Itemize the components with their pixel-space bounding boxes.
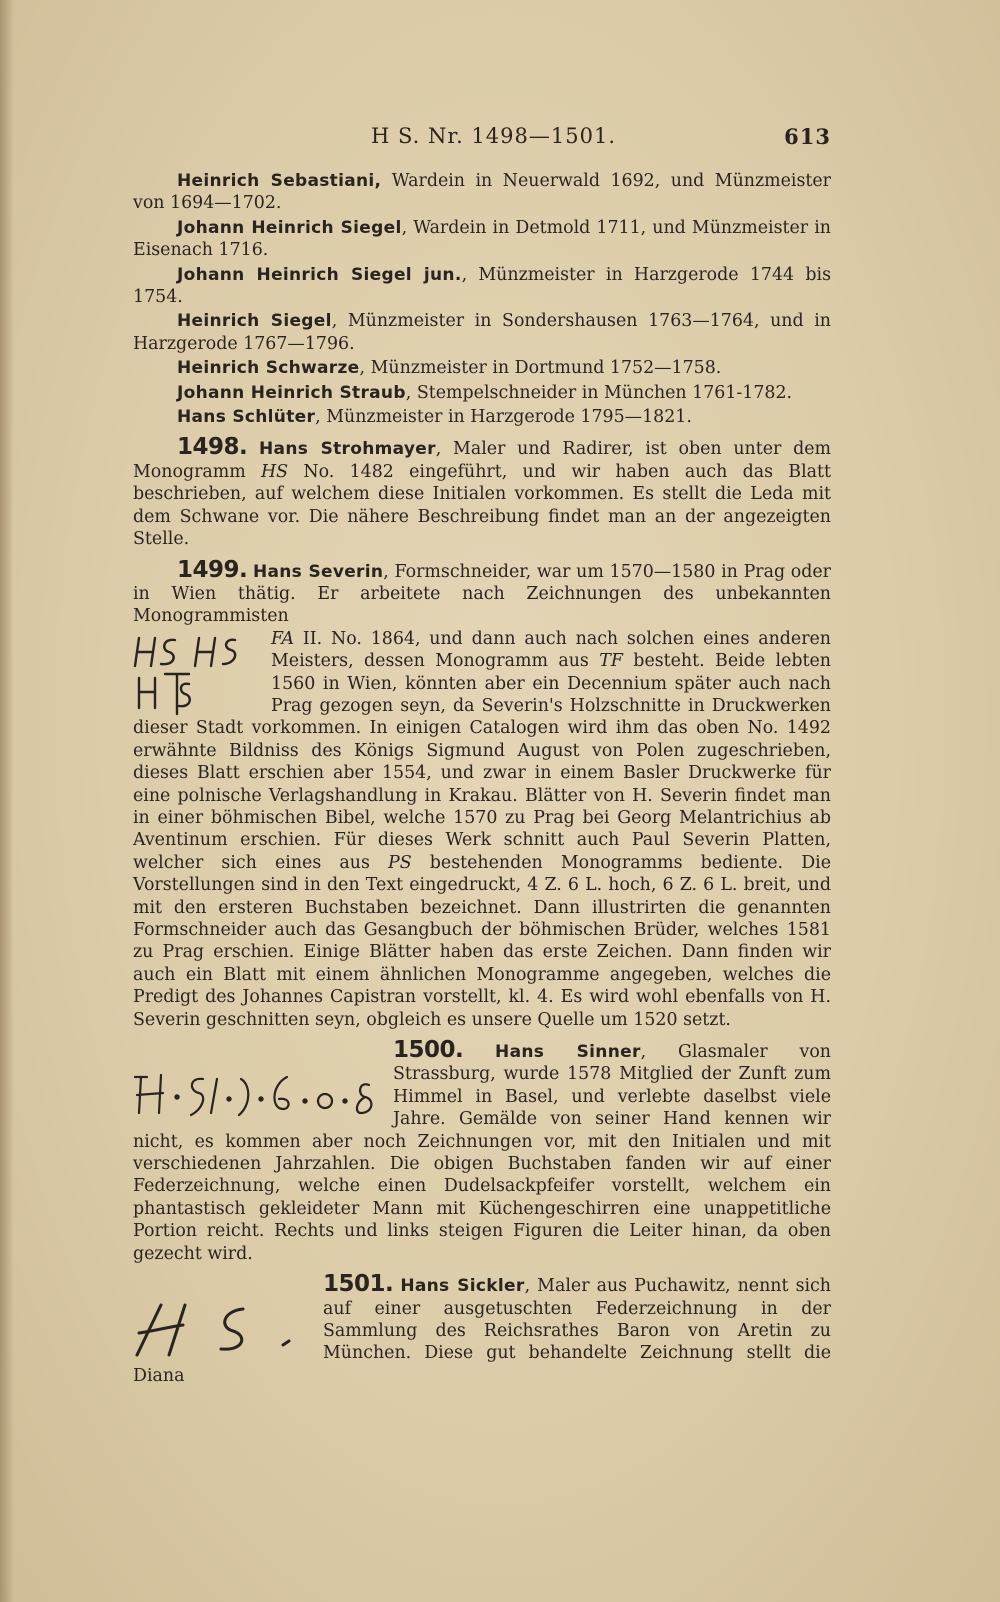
person-name: Hans Schlüter (177, 407, 316, 428)
entry-number: 1501. (323, 1271, 394, 1298)
list-item (133, 310, 831, 355)
page-header (133, 124, 831, 154)
running-head: H S. Nr. 1498—1501. (371, 124, 616, 148)
entry-text: Wardein in Neuerwald 1692, und Münzmeister von 1694—1702. (133, 171, 831, 214)
entry-text: , Münzmeister in Sondershausen 1763—1764, und in Harzgerode 1767—1796. (133, 311, 831, 354)
list-item (133, 357, 831, 379)
entry-text: , Münzmeister in Harzgerode 1795—1821. (315, 407, 692, 428)
entry-number: 1499. (177, 556, 248, 583)
entry-text: , Wardein in Detmold 1711, und Münzmeister in Eisenach 1716. (133, 217, 831, 261)
person-name: Johann Heinrich Siegel (177, 217, 402, 238)
person-name: Heinrich Sebastiani, (177, 171, 382, 191)
monogram-reference: TF (599, 651, 623, 672)
list-item (133, 264, 831, 309)
page-body (133, 170, 831, 1387)
person-name: Hans Sickler (400, 1276, 525, 1297)
list-item (133, 217, 831, 262)
monogram-reference: HS (261, 461, 289, 482)
entry-text: , Münzmeister in Harzgerode 1744 bis 1754. (133, 264, 831, 308)
entry-text: No. 1482 eingeführt, und wir haben auch das Blatt beschrieben, auf welchem diese Initialen vorkommen. Es stellt die Leda mit dem Schwane vor. Die nähere Beschreibung findet man an der angezeigten Stelle. (133, 461, 831, 550)
list-item (133, 382, 831, 404)
page-number: 613 (784, 124, 831, 149)
monogram-hs-severin-icon (133, 632, 261, 716)
person-name: Heinrich Schwarze (177, 358, 360, 379)
entry-text: , Maler und Radirer, ist oben unter dem Monogramm (133, 439, 831, 482)
list-item (133, 170, 831, 215)
entry-text: , Stempelschneider in München 1761-1782. (405, 382, 793, 403)
entry-number: 1500. (393, 1037, 464, 1064)
person-name: Heinrich Siegel (177, 311, 332, 332)
entry-text: , Maler aus Puchawitz, nennt sich auf einer ausgetuschten Federzeichnung in der Sammlung des Reichsrathes Baron von Aretin zu München. Diese gut behandelte Zeichnung stellt die Diana (133, 1276, 831, 1386)
entry-1500 (133, 1039, 831, 1265)
monogram-reference: FA (271, 628, 295, 649)
entry-number: 1498. (177, 434, 248, 461)
entry-text: , Glasmaler von Strassburg, wurde 1578 Mitglied der Zunft zum Himmel in Basel, und verlebte daselbst viele Jahre. Gemälde von seiner Hand kennen wir nicht, es kommen aber noch Zeichnungen vor, mit den Initialen und mit verschiedenen Jahrzahlen. Die obigen Buchstaben fanden wir auf einer Federzeichnung, welche einen Dudelsackpfeifer vorstellt, welchem ein phantastisch gekleideter Mann mit Küchengeschirren eine unappetitliche Portion reicht. Rechts und links steigen Figuren die Leiter hinan, da oben gezecht wird. (133, 1042, 831, 1264)
person-name: Johann Heinrich Siegel jun. (177, 264, 462, 285)
monogram-hs-1568-icon (133, 1065, 383, 1123)
entry-1501 (133, 1273, 831, 1387)
entry-text: , Formschneider, war um 1570—1580 in Prag oder in Wien thätig. Er arbeitete nach Zeichnungen des unbekannten Monogrammisten (133, 561, 831, 627)
entry-text: II. No. 1864, und dann auch nach solchen eines anderen Meisters, dessen Monogramm aus (271, 628, 831, 672)
entry-1498 (133, 436, 831, 550)
monogram-hs-sickler-icon (133, 1297, 313, 1363)
person-name: Hans Severin (252, 561, 384, 582)
monogram-reference: PS (388, 852, 412, 873)
entry-1499 (133, 556, 831, 1032)
person-name: Hans Strohmayer (259, 439, 436, 460)
entry-text: besteht. Beide lebten 1560 in Wien, könnten aber ein Decennium später auch nach Prag gezogen seyn, da Severin's Holzschnitte in Druckwerken dieser Stadt vorkommen. In einigen Catalogen wird ihm das oben No. 1492 erwähnte Bildniss des Königs Sigmund August von Polen zugeschrieben, dieses Blatt erschien aber 1554, und zwar in einem Basler Druckwerke für eine polnische Verlagshandlung in Krakau. Blätter von H. Severin findet man in einer böhmischen Bibel, welche 1570 zu Prag bei Georg Melantrichius ab Aventinum erschien. Für dieses Werk schnitt auch Paul Severin Platten, welcher sich eines aus (133, 651, 831, 873)
person-name: Hans Sinner (495, 1042, 641, 1063)
entry-text: bestehenden Monogramms bediente. Die Vorstellungen sind in den Text eingedruckt, 4 Z. 6 L. hoch, 6 Z. 6 L. breit, und mit den ersteren Buchstaben bezeichnet. Dann illustrirten die genannten Formschneider auch das Gesangbuch der böhmischen Brüder, welches 1581 zu Prag erschien. Einige Blätter haben das erste Zeichen. Dann finden wir auch ein Blatt mit einem ähnlichen Monogramme angegeben, welches die Predigt des Johannes Capistran vorstellt, kl. 4. Es wird wohl ebenfalls von H. Severin geschnitten seyn, obgleich es unsere Quelle um 1520 setzt. (133, 852, 831, 1030)
entry-text: , Münzmeister in Dortmund 1752—1758. (359, 358, 722, 379)
list-item (133, 406, 831, 428)
person-name: Johann Heinrich Straub (177, 382, 406, 403)
